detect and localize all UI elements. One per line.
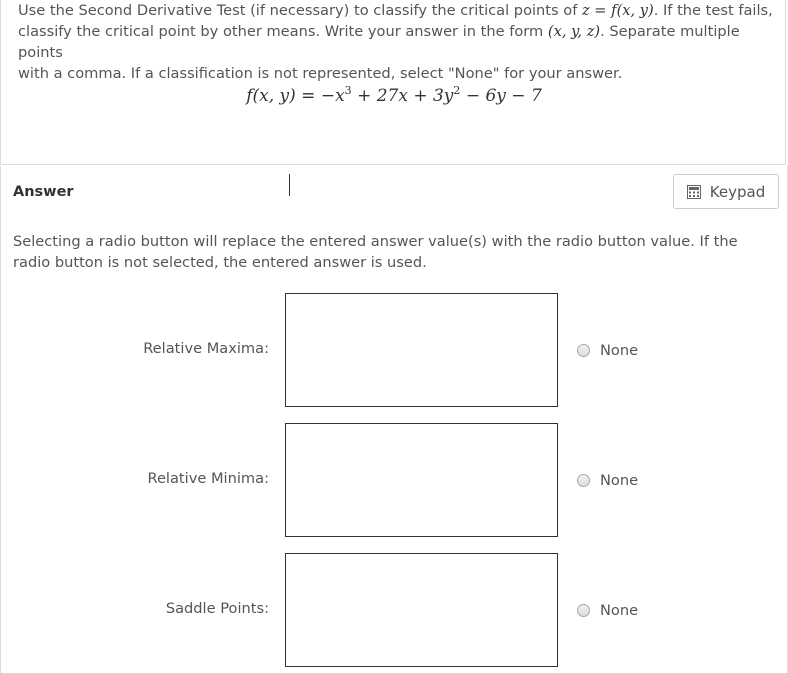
instruction-text: Selecting a radio button will replace the entered answer value(s) with the radio button value. If the radio button is not selected, the entered answer is used. (13, 233, 738, 271)
formula-part-1: f(x, y) = −x (246, 86, 345, 106)
question-math-point: (x, y, z) (547, 23, 601, 40)
formula-part-3: − 6y − 7 (460, 86, 542, 106)
question-panel (0, 0, 786, 165)
relative-minima-none-label[interactable]: None (600, 472, 639, 489)
relative-maxima-none-radio[interactable] (577, 344, 590, 357)
keypad-label: Keypad (709, 182, 766, 201)
question-line3: with a comma. If a classification is not represented, select "None" for your answer. (18, 65, 623, 82)
formula-exponent-2: 2 (453, 84, 461, 97)
saddle-points-none-option[interactable] (577, 602, 638, 619)
answer-panel (0, 166, 788, 673)
relative-maxima-none-option[interactable] (577, 342, 638, 359)
formula-exponent-1: 3 (344, 84, 352, 97)
question-line1: Use the Second Derivative Test (if necessary) to classify the critical points of (18, 2, 582, 19)
question-line2: classify the critical point by other means. Write your answer in the form (18, 23, 548, 40)
function-formula (1, 84, 787, 106)
relative-maxima-none-label[interactable]: None (600, 342, 639, 359)
question-math-z: z = f(x, y) (581, 2, 654, 19)
saddle-points-label: Saddle Points: (165, 600, 269, 617)
question-text (18, 0, 778, 84)
keypad-button[interactable] (673, 174, 779, 209)
saddle-points-none-radio[interactable] (577, 604, 590, 617)
field-row-relative-minima (1, 423, 788, 538)
saddle-points-input[interactable] (285, 553, 558, 667)
field-row-relative-maxima (1, 293, 788, 408)
field-row-saddle-points (1, 553, 788, 668)
calculator-icon (687, 185, 701, 199)
relative-maxima-input[interactable] (285, 293, 558, 407)
question-line2-end: . Separate multiple points (18, 23, 740, 61)
question-line1-end: . If the test fails, (653, 2, 773, 19)
relative-minima-label: Relative Minima: (147, 470, 269, 487)
relative-minima-input[interactable] (285, 423, 558, 537)
relative-minima-none-radio[interactable] (577, 474, 590, 487)
relative-minima-none-option[interactable] (577, 472, 638, 489)
relative-maxima-label: Relative Maxima: (143, 340, 269, 357)
answer-heading: Answer (13, 184, 74, 200)
saddle-points-none-label[interactable]: None (600, 602, 639, 619)
formula-part-2: + 27x + 3y (351, 86, 454, 106)
text-caret (289, 174, 290, 196)
